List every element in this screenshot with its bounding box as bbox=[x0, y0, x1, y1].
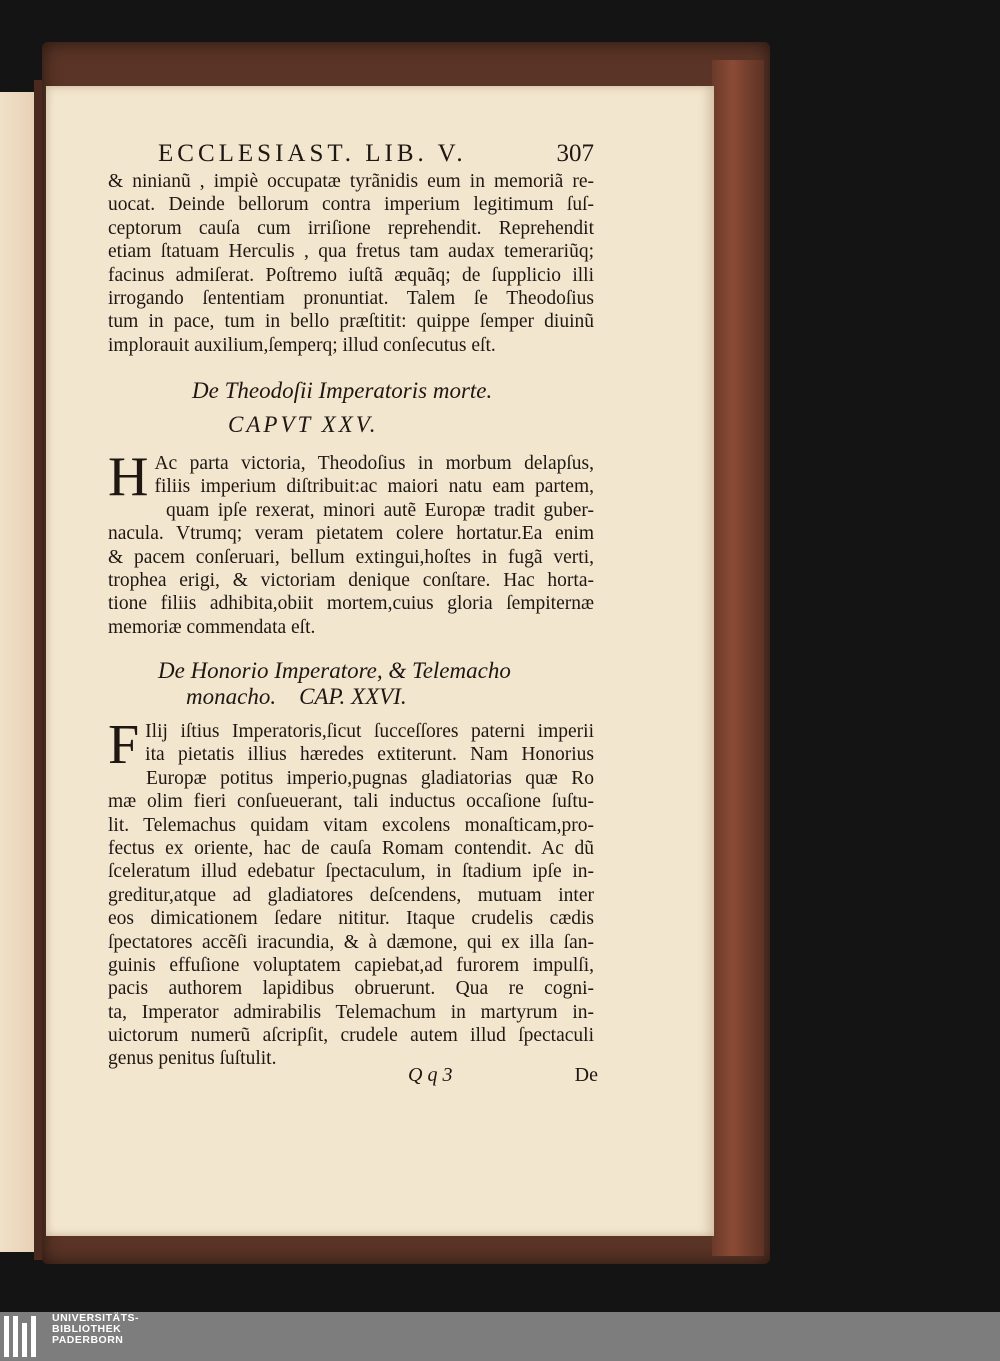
library-name-line: BIBLIOTHEK bbox=[52, 1323, 122, 1335]
library-name-line: UNIVERSITÄTS- bbox=[52, 1312, 140, 1324]
text-line: greditur,atque ad gladiatores deſcendens, mutuam inter bbox=[108, 884, 594, 906]
text-line: ſpectatores accẽſi iracundia, & à dæmone, qui ex illa ſan- bbox=[108, 931, 594, 953]
text-line: implorauit auxilium,ſemperq; illud conſecutus eſt. bbox=[108, 334, 496, 356]
text-line: quam ipſe rexerat, minori autẽ Europæ tradit guber- bbox=[166, 499, 594, 521]
text-line: ta, Imperator admirabilis Telemachum in martyrum in- bbox=[108, 1001, 594, 1023]
page-number: 307 bbox=[556, 140, 594, 167]
signature-mark: Q q 3 bbox=[408, 1064, 453, 1086]
running-header bbox=[108, 140, 594, 174]
text-line: tione filiis adhibita,obiit mortem,cuius gloria ſempiternæ bbox=[108, 593, 594, 615]
text-line: mæ olim fieri conſueuerant, tali inductus occaſione ſuſtu- bbox=[108, 791, 594, 813]
chapter-number-26: monacho. CAP. XXVI. bbox=[186, 684, 407, 709]
running-title: ECCLESIAST. LIB. V. bbox=[158, 140, 467, 167]
text-line: ita pietatis illius hæredes extiterunt. Nam Honorius bbox=[145, 744, 594, 766]
text-line: nacula. Vtrumq; veram pietatem colere hortatur.Ea enim bbox=[108, 523, 594, 545]
text-line: Ac parta victoria, Theodoſius in morbum delapſus, bbox=[154, 453, 594, 474]
paragraph-2 bbox=[108, 446, 594, 639]
text-line: & ninianũ , impiè occupatæ tyrãnidis eum in memoriã re- bbox=[108, 171, 594, 192]
text-line: fectus ex oriente, hac de cauſa Romam contendit. Ac dũ bbox=[108, 837, 594, 859]
text-line: & pacem conſeruari, bellum extingui,hoſtes in fugã verti, bbox=[108, 546, 594, 568]
text-line: ceptorum cauſa cum irriſione reprehendit. Reprehendit bbox=[108, 217, 594, 239]
chapter-heading-25: De Theodoſii Imperatoris morte. bbox=[192, 378, 493, 403]
text-line: uictorum numerũ aſcripſit, crudele autem illud ſpectaculi bbox=[108, 1025, 594, 1047]
text-line: guinis effuſione voluptatem capiebat,ad furorem impulſi, bbox=[108, 954, 594, 976]
catchword: De bbox=[574, 1064, 598, 1086]
text-line: facinus admiſerat. Poſtremo iuſtã æquãq; de ſupplicio illi bbox=[108, 264, 594, 286]
drop-capital: F bbox=[108, 714, 140, 776]
text-line: eos dimicationem ſedare nititur. Itaque crudelis cædis bbox=[108, 908, 594, 930]
text-line: irrogando ſententiam pronuntiat. Talem ſe Theodoſius bbox=[108, 287, 594, 309]
text-line: filiis imperium diſtribuit:ac maiori natu eam partem, bbox=[154, 476, 594, 498]
paragraph-3 bbox=[108, 714, 594, 1071]
drop-capital: H bbox=[108, 446, 149, 508]
text-line: trophea erigi, & victoriam denique conſtare. Hac horta- bbox=[108, 569, 594, 591]
text-line: pacis authorem lapidibus obruerunt. Qua re cogni- bbox=[108, 978, 594, 1000]
library-footer-bar bbox=[0, 1312, 1000, 1361]
text-line: etiam ſtatuam Herculis , qua fretus tam audax temerariũq; bbox=[108, 241, 594, 263]
page-footer bbox=[408, 1064, 598, 1094]
text-line: ſceleratum illud edebatur ſpectaculum, in ſtadium ipſe in- bbox=[108, 861, 594, 883]
text-line: genus penitus ſuſtulit. bbox=[108, 1048, 277, 1070]
text-line: Europæ potitus imperio,pugnas gladiatorias quæ Ro bbox=[146, 767, 594, 789]
chapter-number-25: CAPVT XXV. bbox=[228, 412, 379, 437]
text-line: tum in pace, tum in bello præſtitit: quippe ſemper diuinũ bbox=[108, 311, 594, 333]
library-name-line: PADERBORN bbox=[52, 1334, 124, 1346]
paragraph-1 bbox=[108, 170, 594, 357]
text-line: memoriæ commendata eſt. bbox=[108, 616, 316, 638]
cover-fore-edge bbox=[712, 60, 764, 1256]
chapter-heading-26: De Honorio Imperatore, & Telemacho bbox=[158, 658, 511, 683]
text-line: lit. Telemachus quidam vitam excolens monaſticam,pro- bbox=[108, 814, 594, 836]
library-name bbox=[52, 1313, 139, 1346]
library-logo-icon bbox=[4, 1316, 42, 1357]
text-line: Ilij iſtius Imperatoris,ſicut ſucceſſores paterni imperii bbox=[145, 721, 594, 742]
text-line: uocat. Deinde bellorum contra imperium legitimum ſuſ- bbox=[108, 194, 594, 216]
